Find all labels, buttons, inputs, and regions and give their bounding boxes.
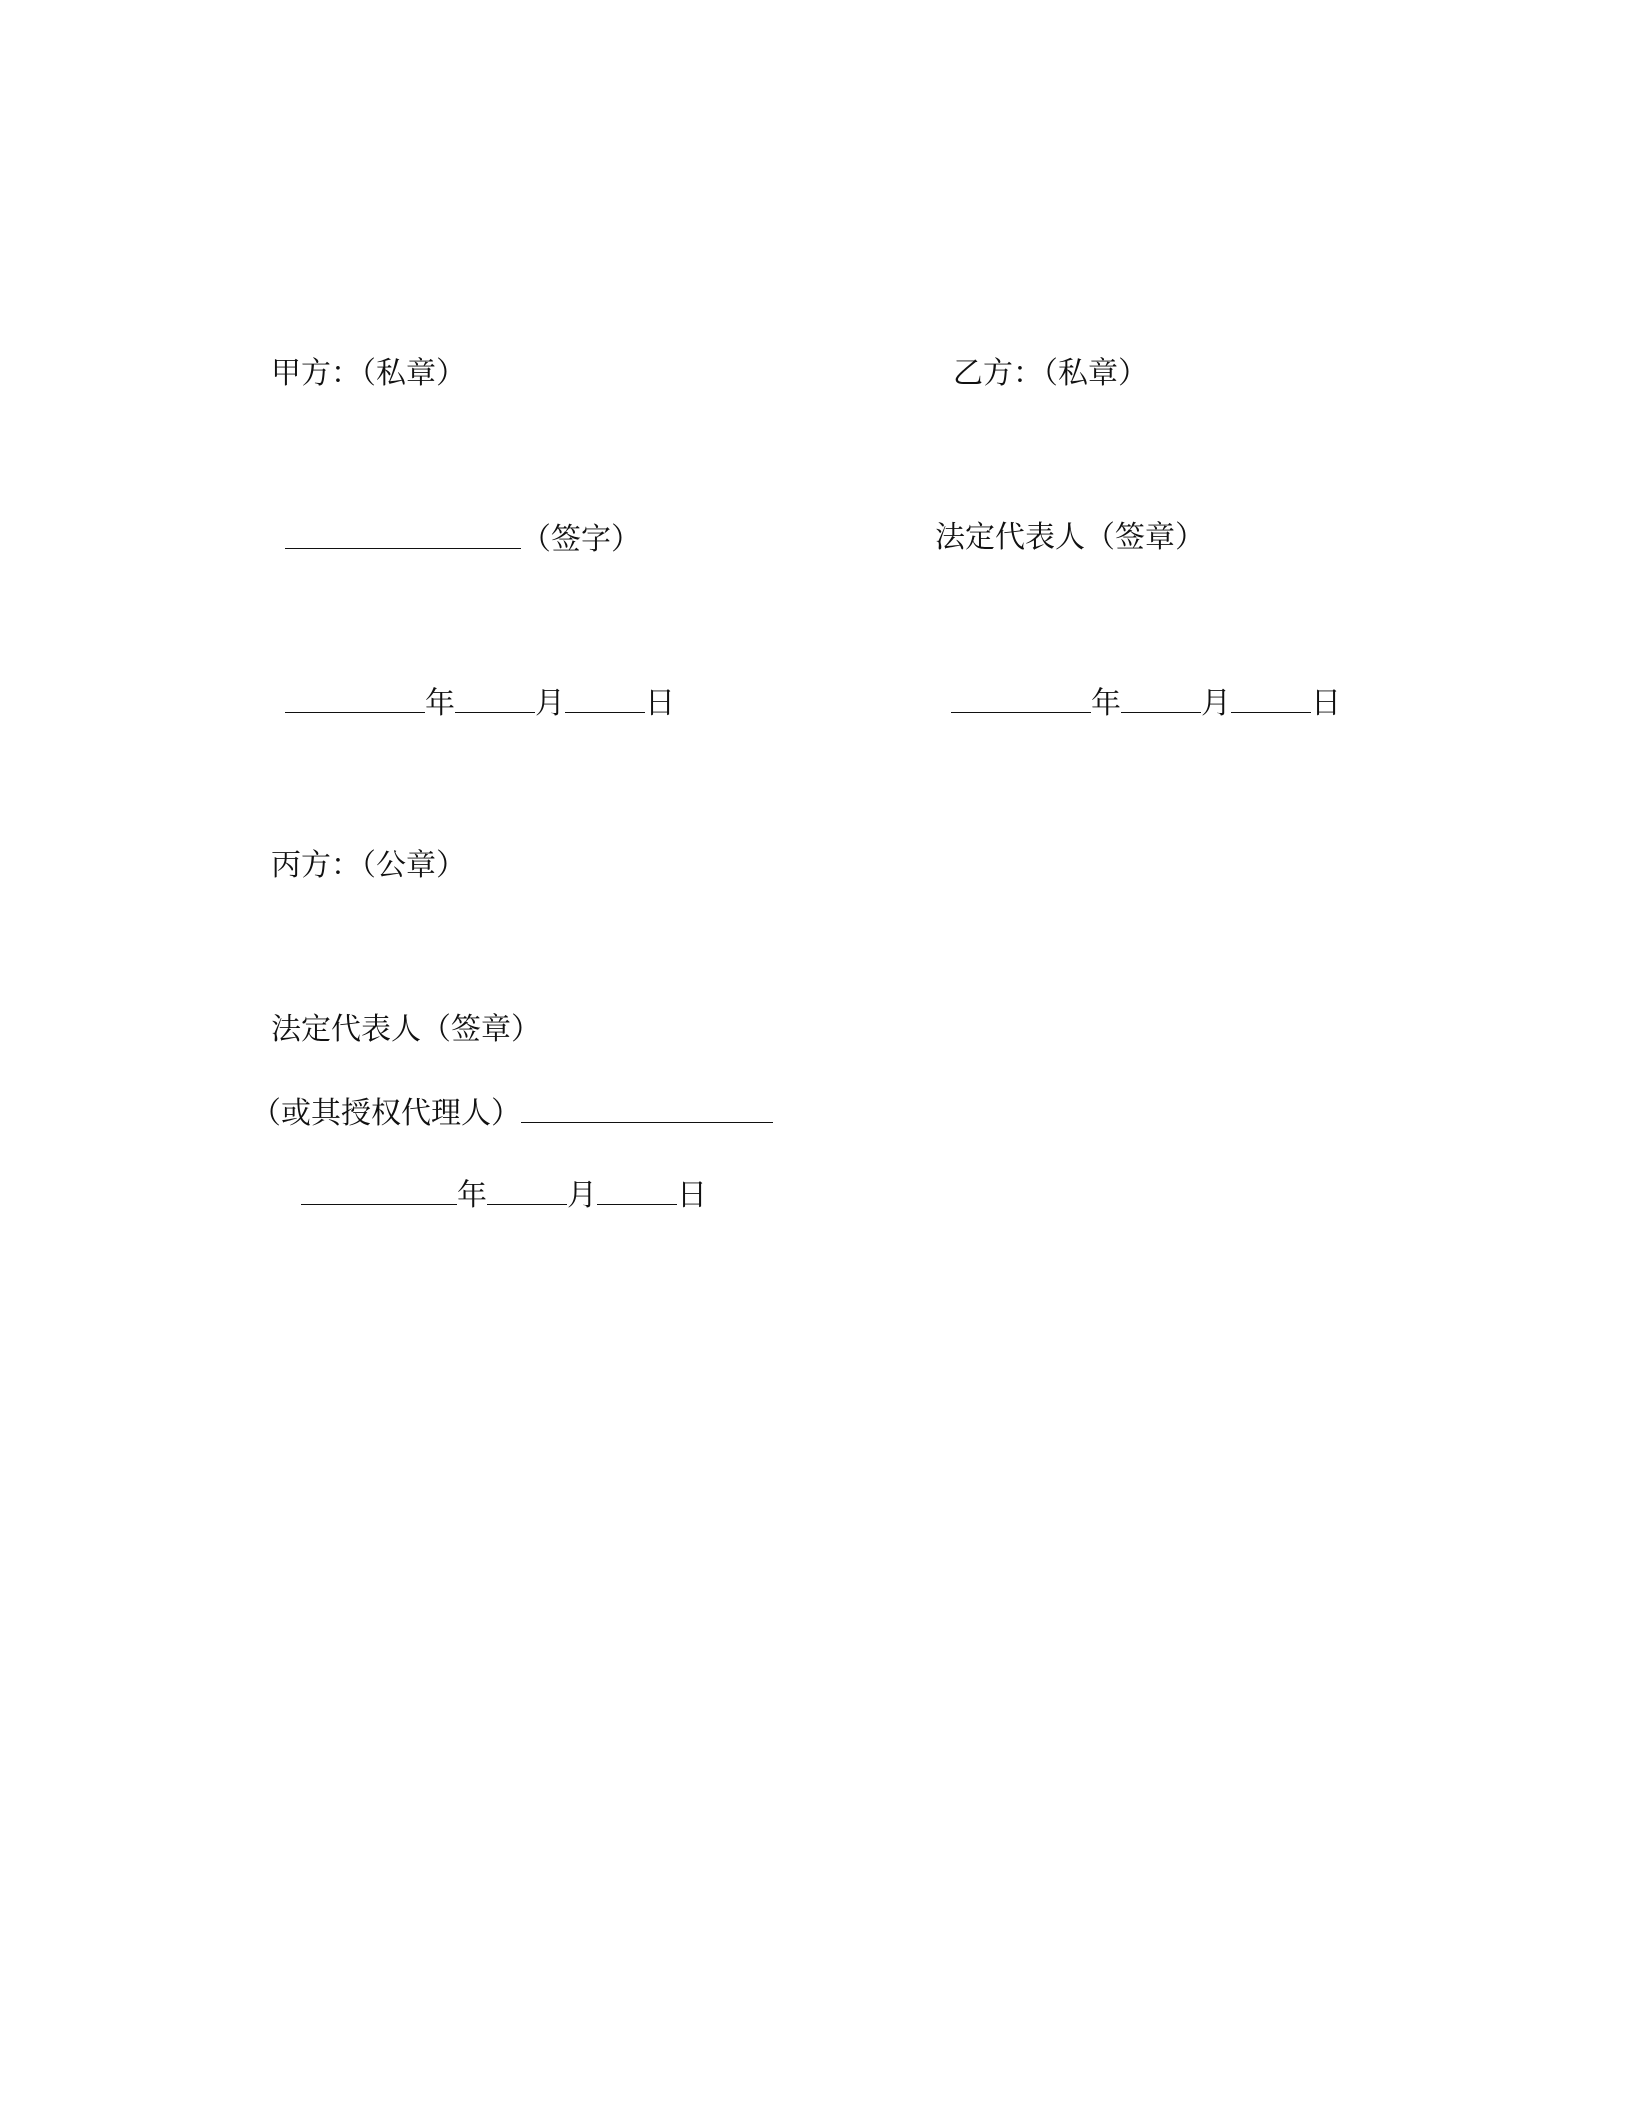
party-a-day-label: 日 (645, 686, 675, 721)
party-a-month-blank[interactable] (455, 682, 535, 713)
party-a-signature-row (285, 518, 641, 560)
party-c-label: 丙方：（公章） (271, 848, 466, 883)
party-a-year-label: 年 (425, 686, 455, 721)
party-b-day-label: 日 (1311, 686, 1341, 721)
party-a-label: 甲方：（私章） (271, 356, 466, 391)
party-b-month-blank[interactable] (1121, 682, 1201, 713)
party-c-legal-rep: 法定代表人（签章） (271, 1012, 541, 1047)
party-a-date-row (285, 682, 675, 724)
party-b-date-row (951, 682, 1341, 724)
party-c-month-blank[interactable] (487, 1174, 567, 1205)
party-b-year-blank[interactable] (951, 682, 1091, 713)
party-b-year-label: 年 (1091, 686, 1121, 721)
party-c-date-row (301, 1174, 707, 1216)
party-a-day-blank[interactable] (565, 682, 645, 713)
party-a-signature-suffix: （签字） (521, 522, 641, 557)
party-c-day-label: 日 (677, 1178, 707, 1213)
party-c-agent-blank[interactable] (521, 1092, 773, 1123)
party-a-month-label: 月 (535, 686, 565, 721)
party-c-year-blank[interactable] (301, 1174, 457, 1205)
party-b-month-label: 月 (1201, 686, 1231, 721)
party-c-month-label: 月 (567, 1178, 597, 1213)
party-c-day-blank[interactable] (597, 1174, 677, 1205)
party-c-agent-label: （或其授权代理人） (251, 1096, 521, 1131)
party-b-day-blank[interactable] (1231, 682, 1311, 713)
party-b-label: 乙方：（私章） (953, 356, 1148, 391)
party-a-year-blank[interactable] (285, 682, 425, 713)
party-c-agent-row (251, 1092, 773, 1134)
party-c-year-label: 年 (457, 1178, 487, 1213)
party-b-legal-rep: 法定代表人（签章） (935, 520, 1205, 555)
party-a-signature-blank[interactable] (285, 518, 521, 549)
